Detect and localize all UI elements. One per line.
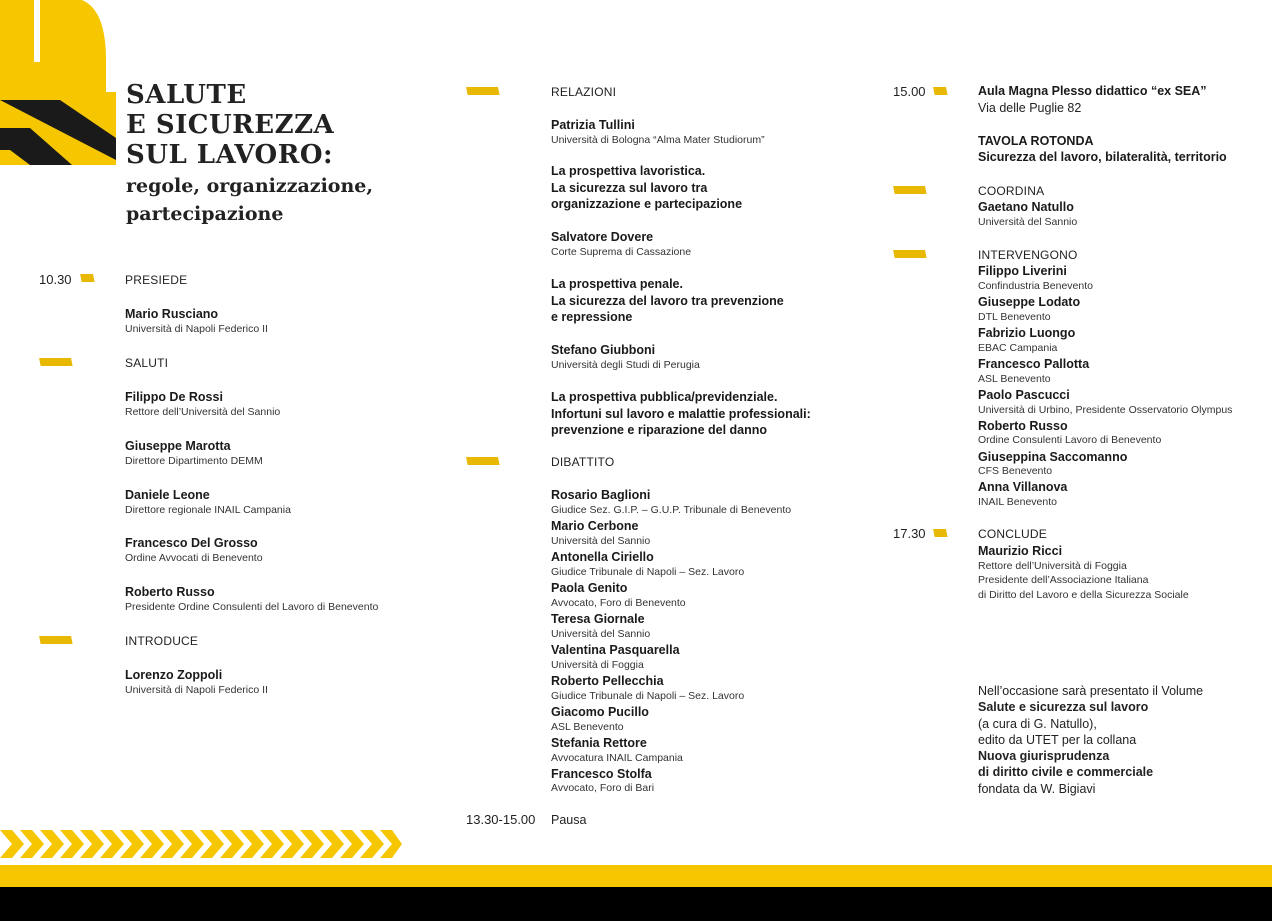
talk-line: La sicurezza sul lavoro tra <box>551 180 708 195</box>
note-line: Salute e sicurezza sul lavoro <box>978 700 1149 715</box>
session-time: 17.30 <box>893 526 926 541</box>
speaker-affiliation: Ordine Consulenti Lavoro di Benevento <box>978 434 1162 446</box>
speaker-name: Francesco Stolfa <box>551 767 652 781</box>
speaker-name: Paola Genito <box>551 581 628 595</box>
note-line: fondata da W. Bigiavi <box>978 781 1096 796</box>
session-time: 15.00 <box>893 84 926 99</box>
note-line: Nuova giurisprudenza <box>978 749 1110 764</box>
title-line-2: E SICUREZZA <box>126 110 335 140</box>
hatch-marker-icon: \\\\\\\\\\\\\\\\\\\\\\\\\\\\\\ <box>466 86 498 98</box>
speaker-affiliation: Rettore dell’Università del Sannio <box>125 406 281 418</box>
coordina-label: COORDINA <box>978 184 1045 198</box>
speaker-affiliation: ASL Benevento <box>551 721 624 733</box>
presiede-affiliation: Università di Napoli Federico II <box>125 323 268 335</box>
talk-line: La prospettiva lavoristica. <box>551 164 706 178</box>
speaker-affiliation: Università degli Studi di Perugia <box>551 359 700 371</box>
speaker-name: Giacomo Pucillo <box>551 705 649 719</box>
hatch-marker-icon: \\\\\\\\\\\\\\\\\\\\\\\\\\\\\\ <box>893 185 925 197</box>
note-line: di diritto civile e commerciale <box>978 765 1154 780</box>
speaker-affiliation: Università del Sannio <box>551 628 651 640</box>
coordina-name: Gaetano Natullo <box>978 200 1074 214</box>
speaker-affiliation: Giudice Sez. G.I.P. – G.U.P. Tribunale di Benevento <box>551 504 792 516</box>
talk-line: organizzazione e partecipazione <box>551 197 743 211</box>
speaker-affiliation: Presidente Ordine Consulenti del Lavoro di Benevento <box>125 601 379 613</box>
note-line: edito da UTET per la collana <box>978 732 1137 747</box>
presiede-label: PRESIEDE <box>125 273 188 287</box>
speaker-name: Stefano Giubboni <box>551 343 656 357</box>
tavola-rotonda-subtitle: Sicurezza del lavoro, bilateralità, territorio <box>978 150 1227 164</box>
speaker-affiliation: Avvocato, Foro di Benevento <box>551 597 686 609</box>
hatch-marker-icon: \\\\\\\\\\\\ <box>933 86 946 98</box>
intervengono-label: INTERVENGONO <box>978 248 1078 262</box>
talk-line: La prospettiva pubblica/previdenziale. <box>551 390 778 404</box>
footer-black-bar <box>0 887 1272 921</box>
speaker-name: Francesco Pallotta <box>978 357 1090 371</box>
speaker-name: Salvatore Dovere <box>551 230 654 244</box>
saluti-label: SALUTI <box>125 356 169 370</box>
speaker-name: Stefania Rettore <box>551 736 647 750</box>
speaker-name: Roberto Pellecchia <box>551 674 664 688</box>
speaker-affiliation: Ordine Avvocati di Benevento <box>125 552 263 564</box>
conclude-name: Maurizio Ricci <box>978 544 1063 558</box>
pausa-time: 13.30-15.00 <box>466 812 536 827</box>
conclude-affiliation: Presidente dell’Associazione Italiana <box>978 574 1149 586</box>
speaker-name: Giuseppe Marotta <box>125 439 231 453</box>
speaker-name: Francesco Del Grosso <box>125 536 258 550</box>
title-line-3: SUL LAVORO: <box>126 140 334 170</box>
speaker-name: Filippo De Rossi <box>125 390 223 404</box>
speaker-affiliation: Giudice Tribunale di Napoli – Sez. Lavoro <box>551 566 745 578</box>
conclude-affiliation: Rettore dell’Università di Foggia <box>978 560 1127 572</box>
talk-title <box>551 276 784 326</box>
book-note <box>978 683 1203 797</box>
hatch-marker-icon: \\\\\\\\\\\\\\\\\\\\\\\\\\\\\\ <box>39 357 71 369</box>
session-time: 10.30 <box>39 272 72 287</box>
hatch-marker-icon: \\\\\\\\\\\\ <box>80 273 93 285</box>
relazioni-label: RELAZIONI <box>551 85 617 99</box>
introduce-affiliation: Università di Napoli Federico II <box>125 684 268 696</box>
talk-title <box>551 163 742 213</box>
note-line: Nell’occasione sarà presentato il Volume <box>978 684 1204 698</box>
speaker-affiliation: Direttore Dipartimento DEMM <box>125 455 263 467</box>
note-line: (a cura di G. Natullo), <box>978 716 1097 731</box>
speaker-affiliation: Università di Bologna “Alma Mater Studiorum” <box>551 134 765 146</box>
talk-line: La prospettiva penale. <box>551 277 683 291</box>
speaker-name: Roberto Russo <box>978 419 1068 433</box>
chevron-strip-icon <box>0 830 402 858</box>
coordina-affiliation: Università del Sannio <box>978 216 1078 228</box>
speaker-affiliation: DTL Benevento <box>978 311 1051 323</box>
hatch-marker-icon: \\\\\\\\\\\\ <box>933 528 946 540</box>
conclude-label: CONCLUDE <box>978 527 1047 541</box>
hatch-marker-icon: \\\\\\\\\\\\\\\\\\\\\\\\\\\\\\ <box>39 635 71 647</box>
event-title <box>126 80 373 226</box>
subtitle-line-1: regole, organizzazione, <box>126 175 373 197</box>
talk-line: e repressione <box>551 310 633 324</box>
tavola-rotonda-title: TAVOLA ROTONDA <box>978 134 1094 148</box>
conclude-affiliation: di Diritto del Lavoro e della Sicurezza Sociale <box>978 589 1189 601</box>
speaker-affiliation: Giudice Tribunale di Napoli – Sez. Lavoro <box>551 690 745 702</box>
speaker-affiliation: INAIL Benevento <box>978 496 1057 508</box>
speaker-name: Mario Cerbone <box>551 519 639 533</box>
speaker-name: Giuseppe Lodato <box>978 295 1081 309</box>
presiede-name: Mario Rusciano <box>125 307 219 321</box>
speaker-affiliation: Università del Sannio <box>551 535 651 547</box>
speaker-name: Filippo Liverini <box>978 264 1067 278</box>
venue-name: Aula Magna Plesso didattico “ex SEA” <box>978 84 1207 98</box>
speaker-name: Rosario Baglioni <box>551 488 651 502</box>
speaker-name: Antonella Ciriello <box>551 550 654 564</box>
speaker-affiliation: ASL Benevento <box>978 373 1051 385</box>
speaker-name: Anna Villanova <box>978 480 1068 494</box>
venue-address: Via delle Puglie 82 <box>978 101 1082 115</box>
title-line-1: SALUTE <box>126 80 247 110</box>
speaker-affiliation: Confindustria Benevento <box>978 280 1093 292</box>
speaker-name: Giuseppina Saccomanno <box>978 450 1128 464</box>
speaker-affiliation: Avvocato, Foro di Bari <box>551 782 655 794</box>
speaker-name: Patrizia Tullini <box>551 118 635 132</box>
hatch-marker-icon: \\\\\\\\\\\\\\\\\\\\\\\\\\\\\\ <box>466 456 498 468</box>
speaker-name: Valentina Pasquarella <box>551 643 680 657</box>
hatch-marker-icon: \\\\\\\\\\\\\\\\\\\\\\\\\\\\\\ <box>893 249 925 261</box>
introduce-label: INTRODUCE <box>125 634 199 648</box>
speaker-affiliation: Università di Urbino, Presidente Osservatorio Olympus <box>978 404 1233 416</box>
speaker-affiliation: Direttore regionale INAIL Campania <box>125 504 291 516</box>
speaker-name: Fabrizio Luongo <box>978 326 1076 340</box>
talk-line: Infortuni sul lavoro e malattie professionali: <box>551 406 811 421</box>
speaker-affiliation: Università di Foggia <box>551 659 644 671</box>
talk-title <box>551 389 811 439</box>
helmet-logo-icon <box>0 0 116 165</box>
subtitle-line-2: partecipazione <box>126 203 284 225</box>
talk-line: La sicurezza del lavoro tra prevenzione <box>551 293 784 308</box>
introduce-name: Lorenzo Zoppoli <box>125 668 223 682</box>
speaker-name: Teresa Giornale <box>551 612 645 626</box>
speaker-affiliation: Avvocatura INAIL Campania <box>551 752 683 764</box>
pausa-label: Pausa <box>551 813 587 827</box>
footer-yellow-bar <box>0 865 1272 887</box>
talk-line: prevenzione e riparazione del danno <box>551 423 768 437</box>
speaker-name: Roberto Russo <box>125 585 215 599</box>
dibattito-label: DIBATTITO <box>551 455 615 469</box>
speaker-affiliation: Corte Suprema di Cassazione <box>551 246 692 258</box>
speaker-affiliation: CFS Benevento <box>978 465 1053 477</box>
speaker-affiliation: EBAC Campania <box>978 342 1058 354</box>
speaker-name: Paolo Pascucci <box>978 388 1070 402</box>
speaker-name: Daniele Leone <box>125 488 210 502</box>
